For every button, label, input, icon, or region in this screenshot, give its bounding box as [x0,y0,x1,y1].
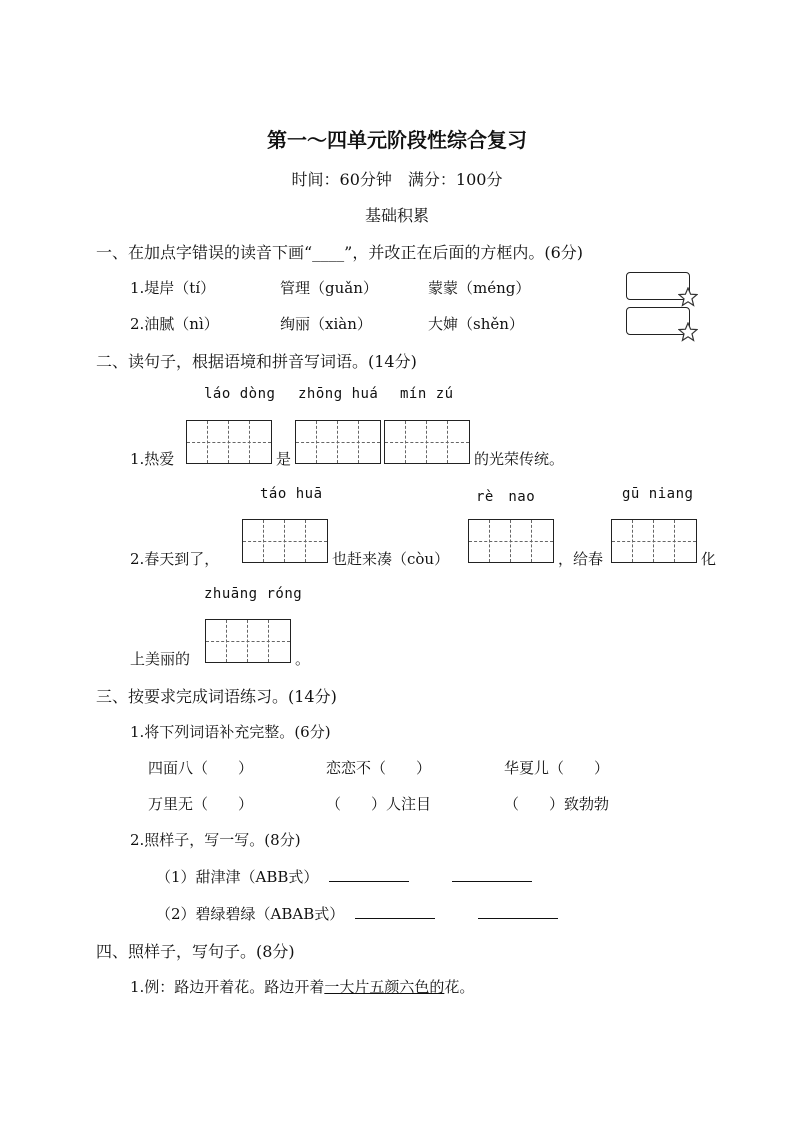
example-sentence [130,976,474,997]
answer-line[interactable] [452,867,532,882]
q1-item: 大婶（shěn） [428,315,524,333]
exam-meta: 时间：60分钟 满分：100分 [291,170,503,189]
idiom-item: 华夏儿（ ） [504,759,610,777]
q1-item: 管理（guǎn） [280,279,378,297]
q3-subheading: 1.将下列词语补充完整。(6分) [130,723,331,741]
example-underlined: 一大片五颜六色的 [324,978,445,996]
idiom-item: 四面八（ ） [148,759,254,777]
idiom-item: 恋恋不（ ） [326,759,432,777]
pinyin: táo huā [260,486,323,502]
answer-box[interactable] [626,307,690,335]
sentence-text: 。 [295,650,311,668]
q1-item: 绚丽（xiàn） [280,315,372,333]
abab-item [156,903,558,924]
tianzige-box[interactable] [384,420,470,464]
idiom-item: （ ）致勃勃 [504,795,610,813]
sentence-text: 上美丽的 [130,650,191,668]
tianzige-box[interactable] [205,619,291,663]
q3-subheading: 2.照样子，写一写。(8分) [130,831,301,849]
q1-item: 1.堤岸（tí） [130,279,216,297]
sentence-text: 是 [276,450,292,468]
answer-box[interactable] [626,272,690,300]
q1-heading: 一、在加点字错误的读音下画“____”，并改正在后面的方框内。(6分) [96,243,584,262]
sentence-text: 也赶来凑（còu） [332,550,450,568]
abab-label: （2）碧绿碧绿（ABAB式） [156,905,345,923]
star-icon [678,322,698,342]
example-suffix: 花。 [444,978,475,996]
page-title: 第一～四单元阶段性综合复习 [267,128,527,152]
tianzige-box[interactable] [242,519,328,563]
abb-label: （1）甜津津（ABB式） [156,868,319,886]
tianzige-box[interactable] [186,420,272,464]
sentence-text: 1.热爱 [130,450,175,468]
idiom-item: 万里无（ ） [148,795,254,813]
tianzige-box[interactable] [468,519,554,563]
star-icon [678,287,698,307]
answer-line[interactable] [329,867,409,882]
pinyin: rè nao [476,489,536,505]
q1-item: 蒙蒙（méng） [428,279,531,297]
sentence-text: ，给春 [558,550,604,568]
pinyin: zhuāng róng [204,586,303,602]
answer-line[interactable] [355,904,435,919]
example-prefix: 1.例：路边开着花。路边开着 [130,978,325,996]
section-heading: 基础积累 [364,206,429,225]
pinyin: zhōng huá [298,386,379,402]
sentence-text: 2.春天到了， [130,550,220,568]
tianzige-box[interactable] [611,519,697,563]
q3-heading: 三、按要求完成词语练习。(14分) [96,687,337,706]
q4-heading: 四、照样子，写句子。(8分) [96,942,295,961]
abb-item [156,866,532,887]
pinyin: láo dòng [204,386,276,402]
tianzige-box[interactable] [295,420,381,464]
q2-heading: 二、读句子，根据语境和拼音写词语。(14分) [96,352,417,371]
pinyin: mín zú [400,386,454,402]
idiom-item: （ ）人注目 [326,795,432,813]
q1-item: 2.油腻（nì） [130,315,219,333]
pinyin: gū niang [622,486,694,502]
sentence-text: 化 [701,550,717,568]
sentence-text: 的光荣传统。 [474,450,565,468]
answer-line[interactable] [478,904,558,919]
